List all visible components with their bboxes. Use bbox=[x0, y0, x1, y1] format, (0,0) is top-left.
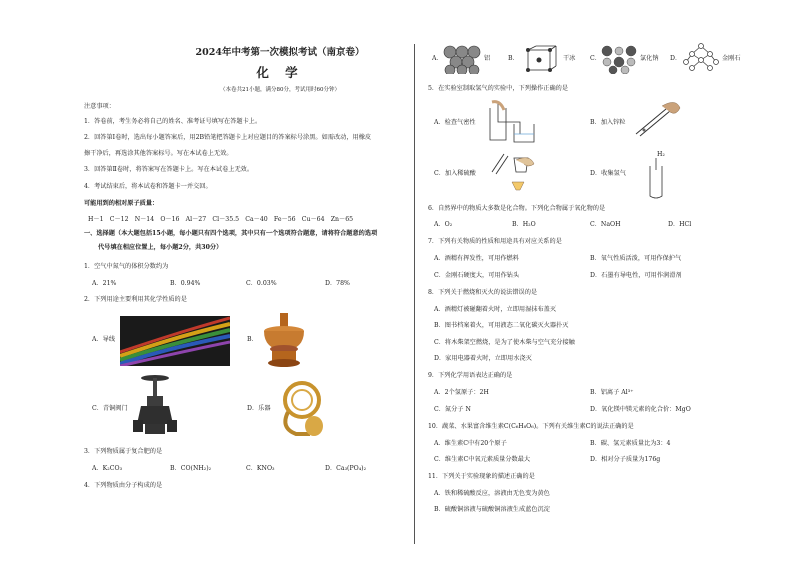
q2-option-c: C．青铜阀门 bbox=[92, 405, 128, 412]
q9-option-c: C．氮分子 N bbox=[434, 406, 471, 413]
q8-option-d: D．家用电器着火时，立即用水浇灭 bbox=[434, 355, 532, 362]
q2-option-b: B． bbox=[247, 336, 258, 343]
notes-heading: 注意事项： bbox=[84, 103, 115, 110]
q6-stem: 6．自然界中的物质大多数是化合物。下列化合物属于氧化物的是 bbox=[428, 205, 606, 212]
q10-option-b: B．碳、氢元素质量比为3：4 bbox=[590, 440, 671, 447]
q9-option-d: D．氧化镁中镁元素的化合价：MgO bbox=[590, 406, 691, 413]
sodium-chloride-lattice-image bbox=[600, 44, 638, 74]
q4-option-d: D． bbox=[670, 55, 682, 62]
q11-option-b: B．硫酸铜溶液与硫酸铜溶液生成蓝色沉淀 bbox=[434, 506, 550, 513]
q3-option-a: A．K₂CO₃ bbox=[92, 465, 123, 472]
wire-cable-image bbox=[120, 316, 230, 366]
q10-option-a: A．维生素C中有20个原子 bbox=[434, 440, 507, 447]
atomic-mass-values: H－1 C－12 N－14 O－16 Al－27 Cl－35.5 Ca－40 Fe－56 Cu－64 Zn－65 bbox=[88, 216, 354, 223]
q5-option-b: B．加入锌粒 bbox=[590, 119, 626, 126]
column-divider bbox=[414, 44, 415, 544]
q3-option-b: B．CO(NH₂)₂ bbox=[170, 465, 212, 472]
exam-title: 2024年中考第一次模拟考试（南京卷） bbox=[195, 47, 365, 58]
bronze-valve-image bbox=[133, 372, 177, 440]
q4-option-a-label: 铝 bbox=[484, 55, 491, 62]
q5-stem: 5．在实验室制取氢气的实验中，下列操作正确的是 bbox=[428, 85, 569, 92]
q4-option-d-label: 金刚石 bbox=[722, 55, 741, 62]
q5-h2-label: H₂ bbox=[657, 151, 665, 158]
exam-subtitle: （本卷共21小题，满分80分，考试用时60分钟） bbox=[220, 87, 340, 93]
q1-stem: 1．空气中氮气的体积分数约为 bbox=[84, 263, 169, 270]
q1-option-d: D．78% bbox=[325, 280, 350, 287]
french-horn-image bbox=[276, 372, 324, 438]
q10-option-d: D．相对分子质量为176g bbox=[590, 456, 661, 463]
q4-option-c-label: 氯化钠 bbox=[640, 55, 659, 62]
copper-hotpot-image bbox=[258, 311, 310, 369]
q7-option-d: D．石墨有导电性，可用作润滑剂 bbox=[590, 272, 682, 279]
q3-option-d: D．Ca₃(PO₄)₂ bbox=[325, 465, 367, 472]
q7-option-b: B．氧气性质活泼，可用作保护气 bbox=[590, 255, 682, 262]
q2-option-d: D．乐器 bbox=[247, 405, 271, 412]
q7-option-a: A．酒精有挥发性，可用作燃料 bbox=[434, 255, 519, 262]
q9-option-b: B．铝离子 Al³⁺ bbox=[590, 389, 634, 396]
collect-hydrogen-image bbox=[646, 158, 666, 200]
dry-ice-molecule-image bbox=[522, 44, 560, 74]
q1-option-b: B．0.94% bbox=[170, 280, 201, 287]
q9-option-a: A．2个氢原子：2H bbox=[434, 389, 489, 396]
q11-option-a: A．铁和稀硫酸反应，溶液由无色变为黄色 bbox=[434, 490, 550, 497]
q10-option-c: C．维生素C中氧元素质量分数最大 bbox=[434, 456, 531, 463]
section1-line1: 一、选择题（本大题包括15小题，每小题只有四个选项，其中只有一个选项符合题意，请将符合题意的选项 bbox=[84, 230, 378, 237]
q5-option-d: D．收集氢气 bbox=[590, 170, 626, 177]
q6-option-a: A．O₂ bbox=[434, 221, 453, 228]
q2-stem: 2．下列用途主要利用其化学性质的是 bbox=[84, 296, 187, 303]
q7-option-c: C．金刚石硬度大，可用作钻头 bbox=[434, 272, 520, 279]
q4-option-a: A． bbox=[432, 55, 443, 62]
q5-option-c: C．加入稀硫酸 bbox=[434, 170, 476, 177]
q2-option-a: A．导线 bbox=[92, 336, 116, 343]
q9-stem: 9．下列化学用语表达正确的是 bbox=[428, 372, 513, 379]
q4-option-b-label: 干冰 bbox=[563, 55, 576, 62]
q6-option-c: C．NaOH bbox=[590, 221, 621, 228]
q4-stem: 4．下列物质由分子构成的是 bbox=[84, 482, 163, 489]
add-zinc-image bbox=[632, 98, 684, 138]
q3-option-c: C．KNO₃ bbox=[246, 465, 275, 472]
q10-stem: 10．蔬菜、水果富含维生素C(C₆H₈O₆)。下列有关维生素C的说法正确的是 bbox=[428, 423, 634, 430]
atomic-mass-heading: 可能用到的相对原子质量： bbox=[84, 200, 159, 207]
note-2: 2．回答第Ⅰ卷时，选出每小题答案后，用2B铅笔把答题卡上对应题目的答案标号涂黑。如需改动，用橡皮 bbox=[84, 134, 372, 141]
airtightness-check-image bbox=[484, 100, 542, 144]
q8-option-c: C．将木柴架空燃烧，是为了使木柴与空气充分接触 bbox=[434, 339, 575, 346]
q8-stem: 8．下列关于燃烧和灭火的说法错误的是 bbox=[428, 289, 538, 296]
q1-option-c: C．0.03% bbox=[246, 280, 277, 287]
q8-option-b: B．图书档案着火，可用液态二氧化碳灭火器扑灭 bbox=[434, 322, 569, 329]
diamond-structure-image bbox=[682, 42, 720, 74]
aluminum-atom-structure-image bbox=[442, 44, 482, 74]
q4-option-c: C． bbox=[590, 55, 601, 62]
q1-option-a: A．21% bbox=[92, 280, 117, 287]
q5-option-a: A．检查气密性 bbox=[434, 119, 476, 126]
add-dilute-acid-image bbox=[490, 150, 546, 196]
q6-option-d: D．HCl bbox=[668, 221, 692, 228]
note-4: 4．考试结束后，将本试卷和答题卡一并交回。 bbox=[84, 183, 212, 190]
section1-line2: 代号填在相应位置上，每小题2分，共30分） bbox=[98, 244, 223, 251]
q6-option-b: B．H₂O bbox=[512, 221, 536, 228]
subject-title: 化 学 bbox=[256, 65, 304, 80]
q11-stem: 11．下列关于实验现象的描述正确的是 bbox=[428, 473, 535, 480]
q7-stem: 7．下列有关物质的性质和用途具有对应关系的是 bbox=[428, 238, 562, 245]
q4-option-b: B． bbox=[508, 55, 519, 62]
q3-stem: 3．下列物质属于复合肥的是 bbox=[84, 448, 163, 455]
note-3: 3．回答第Ⅱ卷时，将答案写在答题卡上。写在本试卷上无效。 bbox=[84, 166, 254, 173]
q8-option-a: A．酒精灯被碰翻着火时，立即用湿抹布盖灭 bbox=[434, 306, 557, 313]
note-1: 1．答卷前，考生务必将自己的姓名、准考证号填写在答题卡上。 bbox=[84, 118, 262, 125]
note-2-cont: 擦干净后，再选涂其他答案标号。写在本试卷上无效。 bbox=[84, 150, 233, 157]
